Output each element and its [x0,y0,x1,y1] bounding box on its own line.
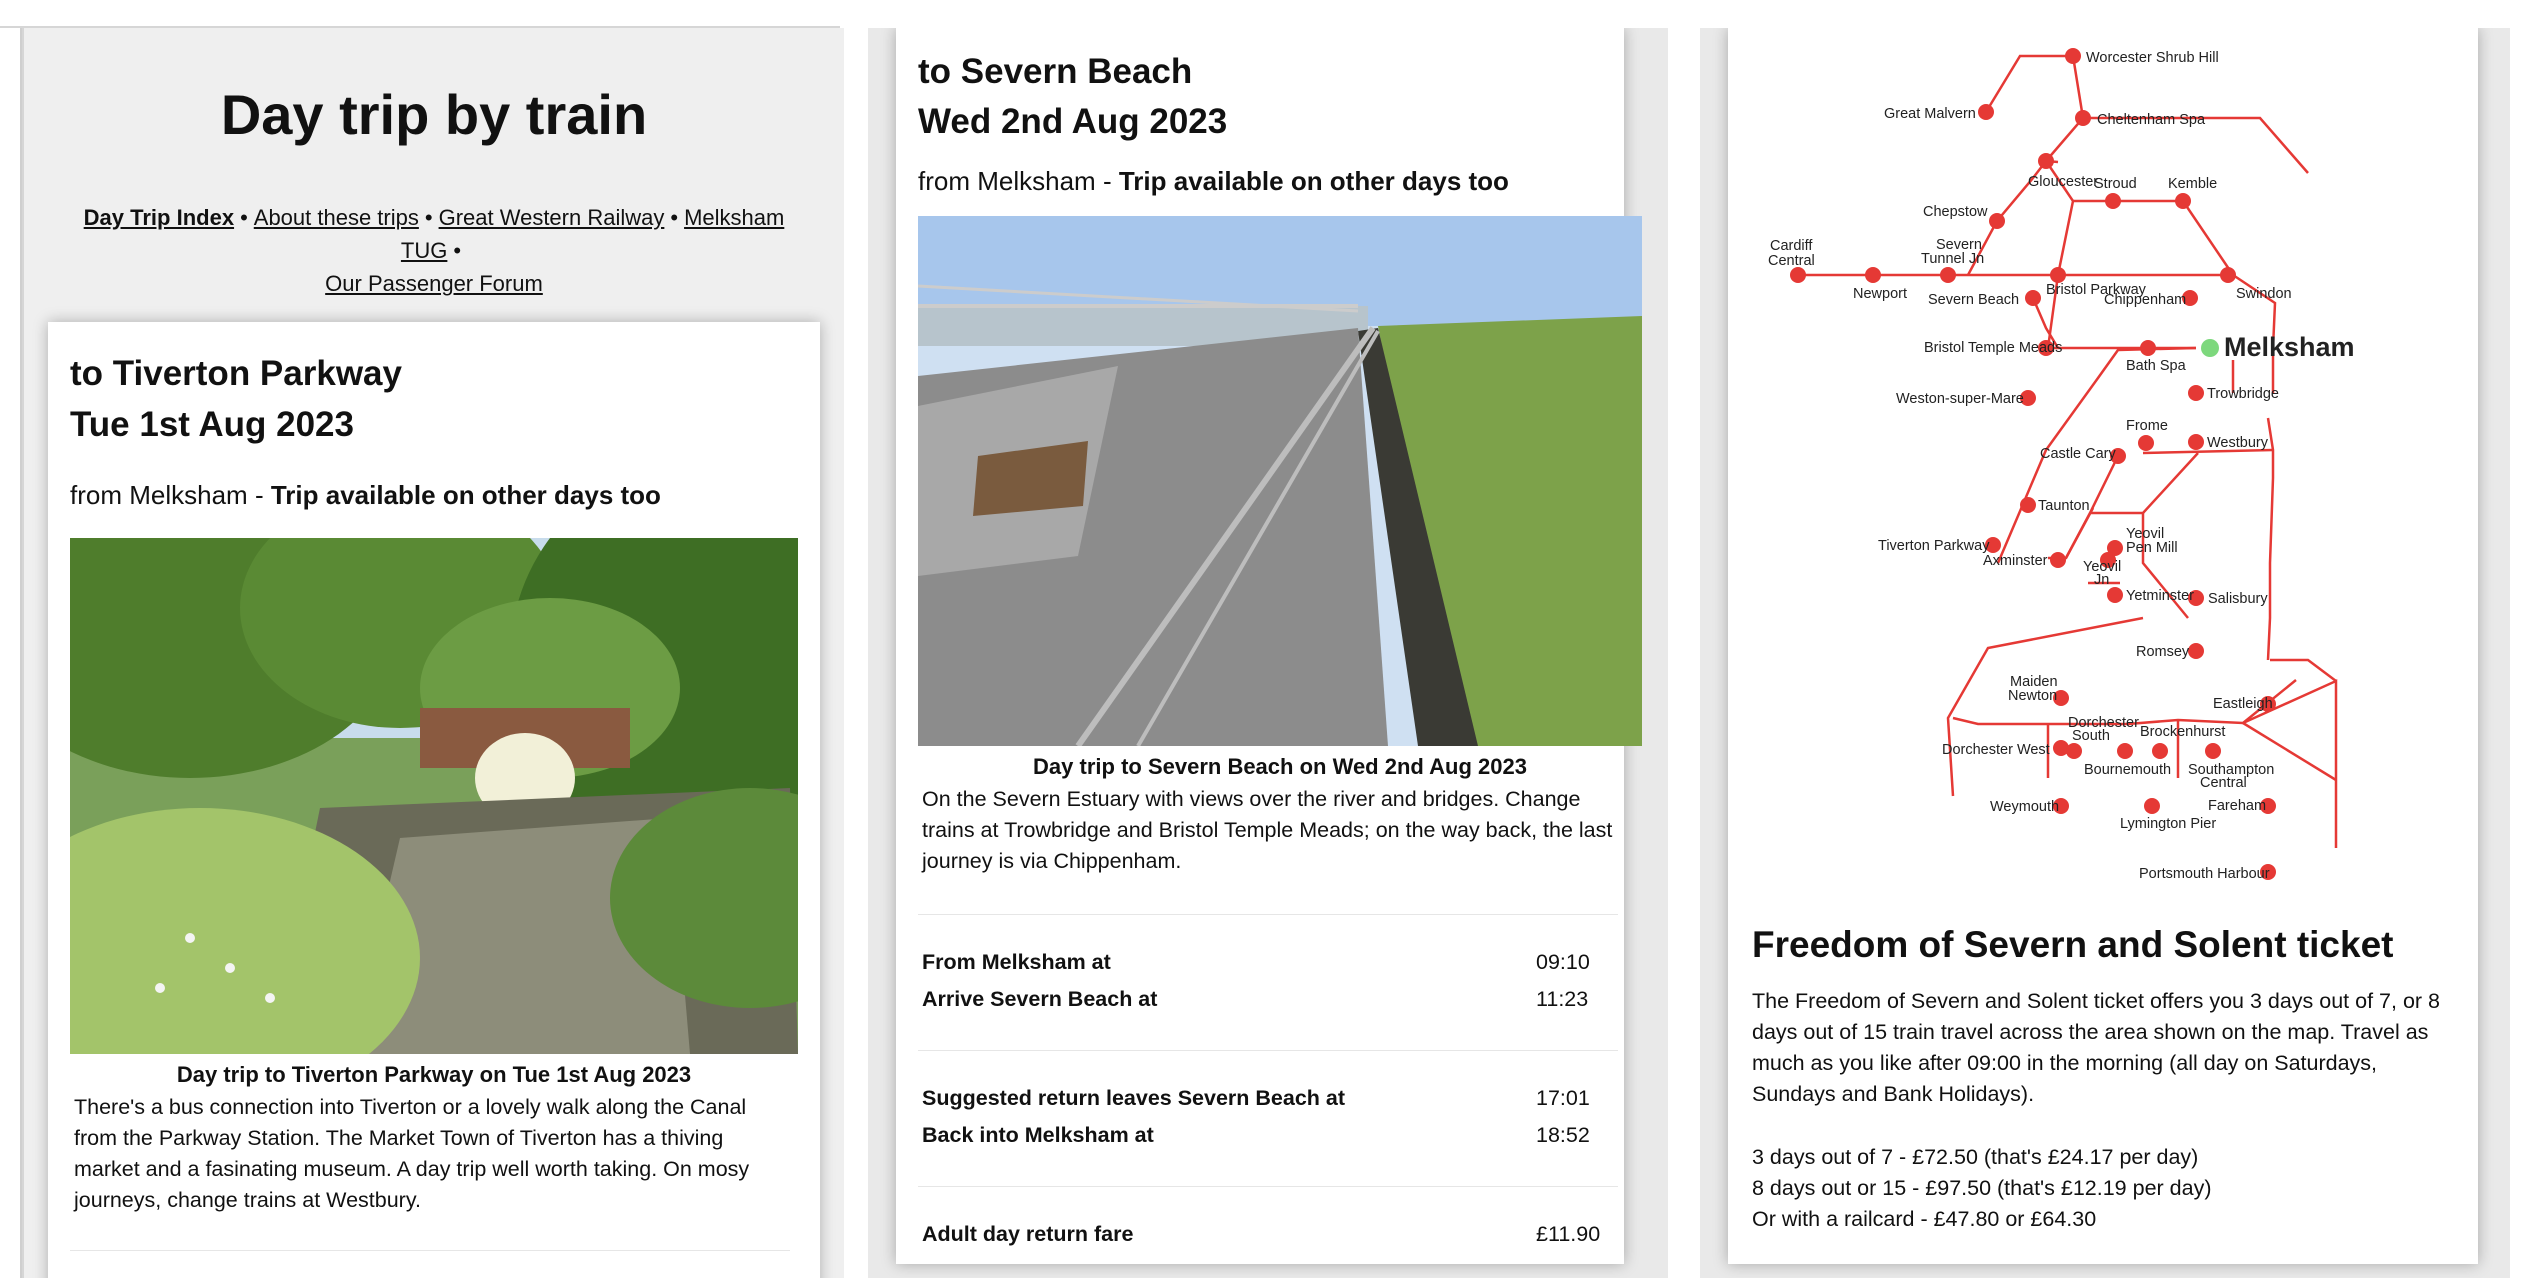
trip-origin: from Melksham - Trip available on other days too [918,166,1509,196]
svg-text:Taunton: Taunton [2038,498,2090,514]
trip-date: Wed 2nd Aug 2023 [918,102,1228,141]
svg-text:Dorchester West: Dorchester West [1942,742,2050,758]
nav-day-trip-index[interactable]: Day Trip Index [83,205,235,230]
svg-text:Kemble: Kemble [2168,176,2218,192]
return-time: 17:01 [1536,1086,1590,1110]
station-romsey [2188,643,2204,659]
depart-time: 09:10 [1536,950,1590,974]
station-taunton [2020,497,2036,513]
svg-text:Southampton: Southampton [2188,762,2275,778]
svg-text:Weymouth: Weymouth [1990,799,2060,815]
divider [918,914,1618,915]
fare-label: Adult day return fare [922,1222,1134,1246]
station-axminster [2050,552,2066,568]
station-kemble [2175,193,2191,209]
trip-description: There's a bus connection into Tiverton or a lovely walk along the Canal from the Parkway Station. The Market Town of Tiverton has a thiving market and a fasinating museum. A day trip well worth taking. On mosy journeys, change trains at Westbury. [74,1095,750,1212]
window-left-border [20,28,22,1278]
arrive-time: 11:23 [1536,987,1589,1011]
back-time: 18:52 [1536,1123,1590,1147]
other-days-link[interactable]: Trip available on other days too [270,480,661,510]
svg-text:Westbury: Westbury [2207,435,2268,451]
svg-text:Swindon: Swindon [2236,286,2292,302]
station-stroud [2105,193,2121,209]
trip-card-severn-beach [896,28,1624,1264]
station-severn-tunnel [1940,267,1956,283]
ticket-price-8-of-15: 8 days out or 15 - £97.50 (that's £12.19 per day) [1752,1176,2212,1200]
svg-text:Severn: Severn [1936,237,1982,253]
svg-text:Bath Spa: Bath Spa [2126,358,2186,374]
svg-text:Dorchester: Dorchester [2068,715,2139,731]
trip-destination: to Severn Beach [918,52,1193,91]
ticket-price-3-of-7: 3 days out of 7 - £72.50 (that's £24.17 per day) [1752,1145,2199,1169]
svg-text:Gloucester: Gloucester [2028,174,2099,190]
right-page[interactable] [1700,28,2510,1278]
arrive-label: Arrive Severn Beach at [922,987,1158,1011]
ticket-price-railcard: Or with a railcard - £47.80 or £64.30 [1752,1207,2097,1231]
svg-text:Fareham: Fareham [2208,798,2267,814]
svg-text:Castle Cary: Castle Cary [2040,446,2116,462]
svg-text:Severn Beach: Severn Beach [1928,292,2020,308]
trip-description: On the Severn Estuary with views over the river and bridges. Change trains at Trowbridge and Bristol Temple Meads; on the way back, the last journey is via Chippenham. [922,787,1613,873]
nav-about[interactable]: About these trips [253,205,419,230]
svg-text:Pen Mill: Pen Mill [2126,540,2178,556]
svg-text:Lymington Pier: Lymington Pier [2120,816,2217,832]
nav-passenger-forum[interactable]: Our Passenger Forum [325,271,543,296]
station-swindon [2220,267,2236,283]
svg-text:Maiden: Maiden [2010,674,2058,690]
melksham-label: Melksham [2224,332,2355,362]
tiverton-canal-photo [70,538,798,1054]
left-page[interactable] [22,28,844,1278]
station-frome [2138,435,2154,451]
svg-text:Romsey: Romsey [2136,644,2190,660]
svg-text:Stroud: Stroud [2094,176,2137,192]
station-southampton [2205,743,2221,759]
svg-text:Tunnel Jn: Tunnel Jn [1921,251,1985,267]
ticket-card [1728,28,2478,1264]
ticket-title: Freedom of Severn and Solent ticket [1752,924,2394,965]
nav-melksham-tug[interactable]: Melksham TUG [400,205,785,263]
svg-text:Cardiff: Cardiff [1770,238,1813,254]
seawall-photo-illustration [918,216,1642,746]
severn-beach-photo [918,216,1642,746]
station-lymington [2144,798,2160,814]
station-brockenhurst [2152,743,2168,759]
station-trowbridge [2188,385,2204,401]
svg-text:Chippenham: Chippenham [2104,292,2187,308]
ticket-description: The Freedom of Severn and Solent ticket offers you 3 days out of 7, or 8 days out of 15 train travel across the area shown on the map. Travel as much as you like after 09:00 in the morning (all day on Saturdays, Sundays and Bank Holidays). [1752,989,2440,1106]
svg-text:Portsmouth Harbour: Portsmouth Harbour [2139,866,2270,882]
svg-text:Frome: Frome [2126,418,2168,434]
map-labels [1768,50,2355,882]
svg-text:Jn: Jn [2094,572,2110,588]
rail-network-map [1728,28,2478,908]
svg-text:Yeovil: Yeovil [2083,559,2122,575]
svg-text:Tiverton Parkway: Tiverton Parkway [1878,538,1990,554]
svg-text:Yetminster: Yetminster [2126,588,2194,604]
svg-text:Axminster: Axminster [1983,553,2048,569]
svg-text:Brockenhurst: Brockenhurst [2140,724,2226,740]
photo-caption: Day trip to Severn Beach on Wed 2nd Aug 2023 [1033,754,1527,779]
station-yetminster [2107,587,2123,603]
station-bath [2140,340,2156,356]
trip-destination: to Tiverton Parkway [70,354,402,393]
site-nav: Day Trip Index • About these trips • Great Western Railway • Melksham TUG • Our Passenger Forum [83,205,785,296]
station-cardiff [1790,267,1806,283]
svg-text:Bristol Parkway: Bristol Parkway [2046,282,2146,298]
svg-text:Chepstow: Chepstow [1923,204,1988,220]
station-severn-beach [2025,290,2041,306]
station-malvern [1978,104,1994,120]
page-title: Day trip by train [220,83,648,146]
back-label: Back into Melksham at [922,1123,1154,1147]
trip-date: Tue 1st Aug 2023 [70,405,354,444]
nav-great-western-railway[interactable]: Great Western Railway [438,205,665,230]
svg-text:Yeovil: Yeovil [2126,526,2165,542]
trip-origin: from Melksham - Trip available on other days too [70,480,661,510]
svg-text:Bristol Temple Meads: Bristol Temple Meads [1924,340,2063,356]
other-days-link[interactable]: Trip available on other days too [1118,166,1509,196]
divider [918,1050,1618,1051]
svg-text:Bournemouth: Bournemouth [2084,762,2172,778]
svg-text:Newton: Newton [2008,688,2058,704]
station-gloucester [2038,153,2054,169]
canal-photo-illustration [70,538,798,1054]
svg-text:Cheltenham Spa: Cheltenham Spa [2097,112,2206,128]
station-westbury [2188,434,2204,450]
trip-card-tiverton [48,322,820,1278]
svg-text:Weston-super-Mare: Weston-super-Mare [1896,391,2024,407]
station-bournemouth [2117,743,2133,759]
station-dorchester-south [2066,743,2082,759]
svg-text:Trowbridge: Trowbridge [2207,386,2279,402]
station-newport [1865,267,1881,283]
svg-text:Central: Central [1768,253,1815,269]
depart-label: From Melksham at [922,950,1111,974]
svg-text:Salisbury: Salisbury [2208,591,2268,607]
divider [918,1186,1618,1187]
svg-text:Newport: Newport [1853,286,1907,302]
photo-caption: Day trip to Tiverton Parkway on Tue 1st Aug 2023 [176,1062,692,1087]
station-cheltenham [2075,110,2091,126]
station-worcester [2065,48,2081,64]
return-label: Suggested return leaves Severn Beach at [922,1086,1346,1110]
svg-text:Eastleigh: Eastleigh [2213,696,2273,712]
middle-page[interactable] [868,28,1668,1278]
svg-text:Worcester Shrub Hill: Worcester Shrub Hill [2086,50,2219,66]
fare-value: £11.90 [1536,1222,1601,1246]
divider [70,1250,790,1251]
station-melksham-home [2201,339,2219,357]
svg-text:Great Malvern: Great Malvern [1884,106,1976,122]
station-bristol-parkway [2050,267,2066,283]
station-chepstow [1989,213,2005,229]
svg-text:South: South [2072,728,2110,744]
svg-text:Central: Central [2200,775,2247,791]
